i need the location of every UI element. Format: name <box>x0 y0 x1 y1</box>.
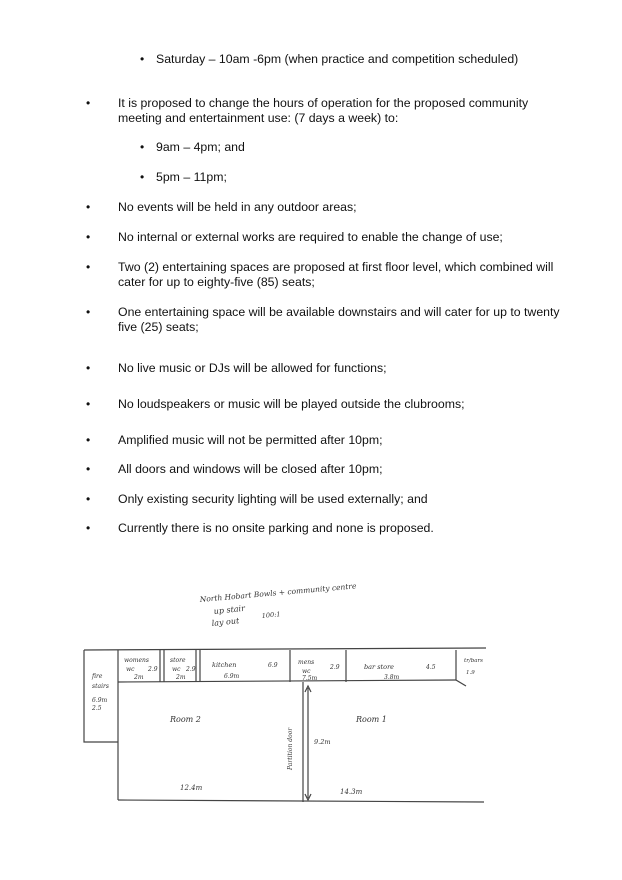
bar-dim: 4.5 <box>426 664 436 671</box>
bullet-dot: • <box>86 492 91 506</box>
bullet-dot: • <box>86 200 91 214</box>
bullet-dot: • <box>86 305 91 319</box>
no-parking: Currently there is no onsite parking and none is proposed. <box>118 521 434 535</box>
no-loudspeakers: No loudspeakers or music will be played outside the clubrooms; <box>118 397 465 411</box>
security-lighting: Only existing security lighting will be used externally; and <box>118 492 428 506</box>
right-width-dimension: 14.3m <box>340 788 363 796</box>
sub-bullet-dot: • <box>140 52 145 66</box>
amplified-music: Amplified music will not be permitted after 10pm; <box>118 433 383 447</box>
floor-plan-sketch <box>0 570 622 810</box>
bar-dim-2: 3.8m <box>384 674 400 681</box>
mens-wc-label: wc <box>302 668 311 675</box>
bullet-dot: • <box>86 462 91 476</box>
bullet-dot: • <box>86 96 91 110</box>
sketch-scale: 100:1 <box>261 610 281 620</box>
bullet-dot: • <box>86 521 91 535</box>
fire-stairs-label: fire <box>92 673 103 680</box>
room-1-label: Room 1 <box>356 715 387 724</box>
bullet-dot: • <box>86 230 91 244</box>
kitchen-label: kitchen <box>212 661 237 669</box>
sketch-subtitle-2: lay out <box>211 616 240 628</box>
bullet-dot: • <box>86 361 91 375</box>
sketch-title: North Hobart Bowls + community centre <box>199 581 357 604</box>
store-dim-2: 2m <box>176 674 186 681</box>
bullet-dot: • <box>86 260 91 274</box>
no-outdoor-events: No events will be held in any outdoor areas; <box>118 200 357 214</box>
womens-wc-label: wc <box>126 666 135 673</box>
no-works: No internal or external works are required to enable the change of use; <box>118 230 503 244</box>
sketch-subtitle-1: up stair <box>213 603 246 616</box>
womens-label: womens <box>124 657 149 664</box>
fire-stairs-label-2: stairs <box>92 683 109 690</box>
bullet-dot: • <box>86 397 91 411</box>
partition-door-label: Partition door <box>287 727 294 770</box>
hours-evening: 5pm – 11pm; <box>156 170 227 184</box>
hours-day: 9am – 4pm; and <box>156 140 245 154</box>
store-label: store <box>170 657 186 664</box>
saturday-hours: Saturday – 10am -6pm (when practice and competition scheduled) <box>156 52 519 66</box>
hours-proposal: It is proposed to change the hours of operation for the proposed community meeting and entertainment use: (7 days a week) to: <box>118 96 529 125</box>
fire-stairs-dim-2: 2.5 <box>92 705 102 712</box>
bar-store-label: bar store <box>364 663 395 671</box>
fire-stairs-dim: 6.9m <box>92 697 108 704</box>
corner-room-label: tr/bars <box>464 658 483 664</box>
first-floor-spaces: Two (2) entertaining spaces are proposed at first floor level, which combined will cater for up to eighty-five (85) seats; <box>118 260 554 289</box>
left-width-dimension: 12.4m <box>180 784 203 792</box>
womens-dim: 2.9 <box>148 666 158 673</box>
store-wc-label: wc <box>172 666 181 673</box>
no-live-music: No live music or DJs will be allowed for functions; <box>118 361 387 375</box>
mens-dim-2: 7.5m <box>302 675 318 682</box>
room-2-label: Room 2 <box>170 715 201 724</box>
sub-bullet-dot: • <box>140 140 145 154</box>
corner-room-dim: 1.9 <box>466 670 475 676</box>
downstairs-space: One entertaining space will be available downstairs and will cater for up to twenty five (25) seats; <box>118 305 560 334</box>
sub-bullet-dot: • <box>140 170 145 184</box>
store-dim: 2.9 <box>186 666 196 673</box>
kitchen-dim-2: 6.9m <box>224 673 240 680</box>
doors-windows: All doors and windows will be closed after 10pm; <box>118 462 383 476</box>
mens-dim: 2.9 <box>330 664 340 671</box>
kitchen-dim: 6.9 <box>268 662 278 669</box>
bullet-dot: • <box>86 433 91 447</box>
womens-dim-2: 2m <box>134 674 144 681</box>
height-dimension: 9.2m <box>314 738 331 746</box>
mens-label: mens <box>298 659 315 666</box>
